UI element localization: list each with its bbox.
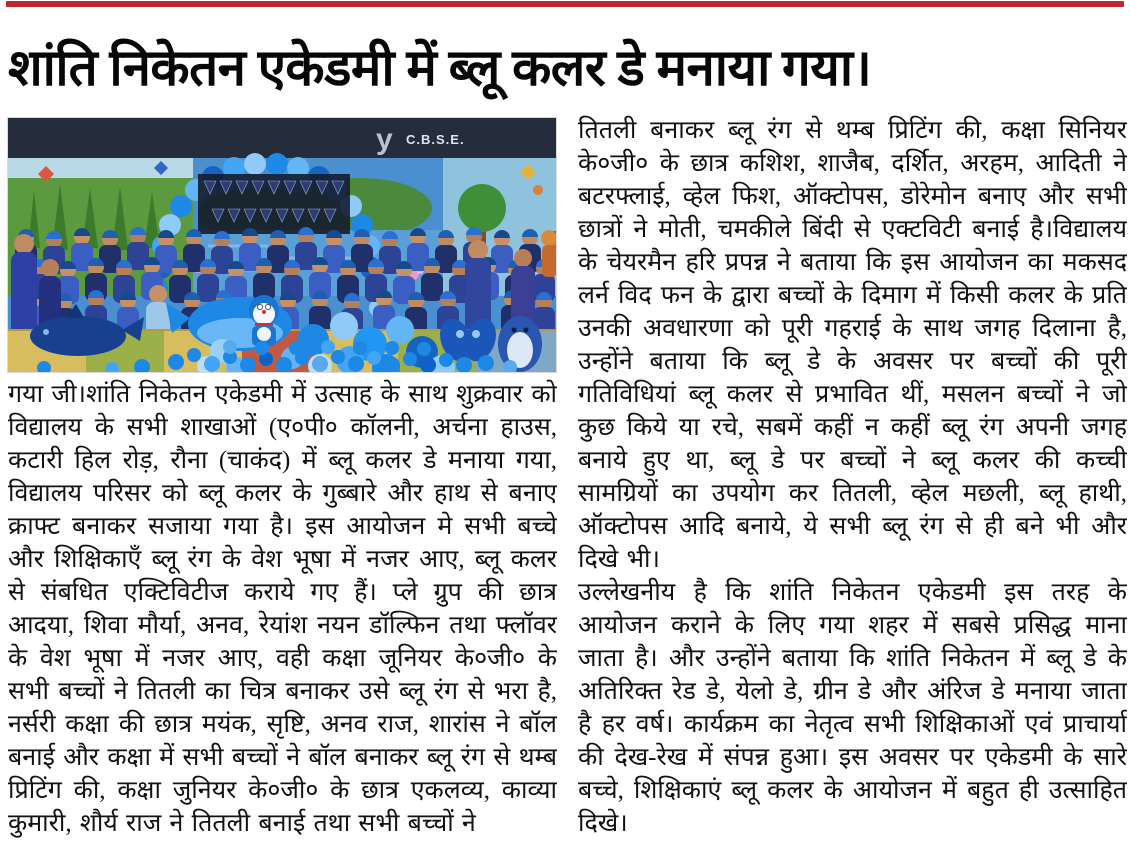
article-left-column bbox=[8, 378, 557, 853]
article-photo bbox=[8, 118, 556, 372]
bunting-banner bbox=[198, 174, 350, 234]
article-paragraph-left: गया जी।शांति निकेतन एकेडमी में उत्साह के साथ शुक्रवार को विद्यालय के सभी शाखाओं (ए०पी० कॉलनी, अर्चना हाउस, कटारी हिल रोड़, रौना (चाकंद) में ब्लू कलर डे मनाया गया, विद्यालय परिसर को ब्लू कलर के गुब्बारे और हाथ से बनाए क्राफ्ट बनाकर सजाया गया है। इस आयोजन मे सभी बच्चे और शिक्षिकाएँ ब्लू रंग के वेश भूषा में नजर आए, ब्लू कलर से संबधित एक्टिविटीज कराये गए हैं। प्ले ग्रुप की छात्र आदया, शिवा मौर्या, अनव, रेयांश नयन डॉल्फिन तथा फ्लॉवर के वेश भूषा में नजर आए, वही कक्षा जूनियर के०जी० के सभी बच्चों ने तितली का चित्र बनाकर उसे ब्लू रंग से भरा है, नर्सरी कक्षा की छात्र मयंक, सृष्टि, अनव राज, शारांस ने बॉल बनाई और कक्षा में सभी बच्चों ने बॉल बनाकर ब्लू रंग से थम्ब प्रिटिंग की, कक्षा जुनियर के०जी० के छात्र एकलव्य, काव्या कुमारी, शौर्य राज ने तितली बनाई तथा सभी बच्चों ने bbox=[8, 381, 557, 837]
doraemon-figure bbox=[249, 295, 279, 346]
article-right-column bbox=[578, 114, 1127, 854]
article-paragraph-right-1: तितली बनाकर ब्लू रंग से थम्ब प्रिटिंग की, कक्षा सिनियर के०जी० के छात्र कशिश, शाजैब, दर्शित, अरहम, आदिती ने बटरफ्लाई, व्हेल फिश, ऑक्टोपस, डोरेमोन बनाए और सभी छात्रों ने मोती, चमकीले बिंदी से एक्टविटी बनाई है।विद्यालय के चेयरमैन हरि प्रपन्न ने बताया कि इस आयोजन का मकसद लर्न विद फन के द्वारा बच्चों के दिमाग में किसी कलर के प्रति उनकी अवधारणा को पूरी गहराई के साथ जगह दिलाना है, उन्होंने बताया कि ब्लू डे के अवसर पर बच्चों की पूरी गतिविधियां ब्लू कलर से प्रभावित थीं, मसलन बच्चों ने जो कुछ किये या रचे, सबमें कहीं न कहीं ब्लू रंग अपनी जगह बनाये हुए था, ब्लू डे पर बच्चों ने ब्लू कलर की कच्ची सामग्रियों का उपयोग कर तितली, व्हेल मछली, ब्लू हाथी, ऑक्टोपस आदि बनाये, ये सभी ब्लू रंग से ही बने भी और दिखे भी। bbox=[578, 117, 1127, 573]
watermark-letter: y bbox=[376, 123, 393, 156]
headline: शांति निकेतन एकेडमी में ब्लू कलर डे मनाया गया। bbox=[8, 41, 872, 97]
classroom-photo-illustration bbox=[8, 118, 556, 372]
top-red-bar bbox=[6, 1, 1124, 7]
article-paragraph-right-2: उल्लेखनीय है कि शांति निकेतन एकेडमी इस तरह के आयोजन कराने के लिए गया शहर में सबसे प्रसिद्ध माना जाता है। और उन्होंने बताया कि शांति निकेतन में ब्लू डे के अतिरिक्त रेड डे, येलो डे, ग्रीन डे और अंरिज डे मनाया जाता है हर वर्ष। कार्यक्रम का नेतृत्व सभी शिक्षिकाओं एवं प्राचार्या की देख-रेख में संपन्न हुआ। इस अवसर पर एकेडमी के सारे बच्चे, शिक्षिकाएं ब्लू कलर के आयोजन में बहुत ही उत्साहित दिखे। bbox=[578, 579, 1127, 837]
cbse-label: C.B.S.E. bbox=[406, 132, 465, 147]
photo-header-band bbox=[8, 118, 556, 158]
